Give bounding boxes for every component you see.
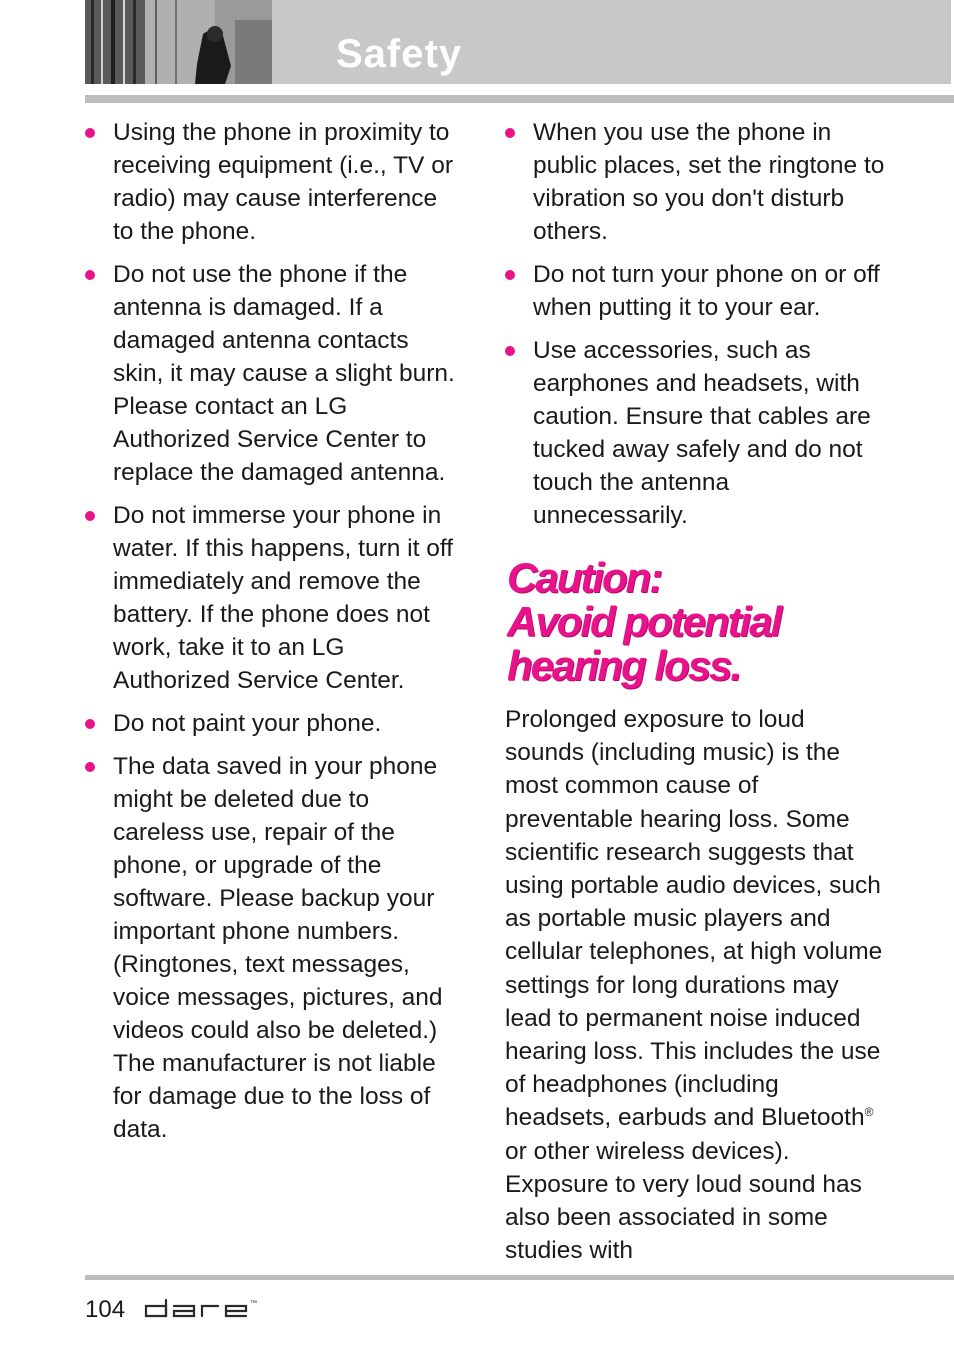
svg-text:™: ™: [250, 1300, 257, 1307]
bullet-icon: [85, 128, 95, 138]
list-item-text: Do not turn your phone on or off when putting it to your ear.: [533, 261, 880, 321]
bullet-icon: [85, 511, 95, 521]
bullet-icon: [85, 270, 95, 280]
registered-mark: ®: [864, 1105, 874, 1120]
hearing-loss-paragraph: [505, 703, 885, 1267]
footer-divider: [85, 1275, 954, 1280]
list-item: [85, 258, 455, 489]
dare-logo-graphic: [142, 1296, 260, 1322]
list-item: [85, 707, 455, 740]
list-item-text: Do not paint your phone.: [113, 710, 382, 737]
list-item: [505, 116, 885, 248]
bullet-icon: [505, 128, 515, 138]
list-item-text: The data saved in your phone might be deleted due to careless use, repair of the phone, or upgrade of the software. Please backup your important phone numbers. (Ringtones, text messages, voice messages, pictures, and videos could also be deleted.) The manufacturer is not liable for damage due to the loss of data.: [113, 753, 443, 1143]
paragraph-text-1: Prolonged exposure to loud sounds (including music) is the most common cause of preventable hearing loss. Some scientific research suggests that using portable audio devices, such as portable music players and cellular telephones, at high volume settings for long durations may lead to permanent noise induced hearing loss. This includes the use of headphones (including headsets, earbuds and Bluetooth: [505, 706, 883, 1132]
page-number: 104: [85, 1296, 126, 1323]
list-item: [85, 499, 455, 697]
header-photo-graphic: [85, 0, 272, 84]
list-item-text: Using the phone in proximity to receiving equipment (i.e., TV or radio) may cause interference to the phone.: [113, 119, 453, 245]
paragraph-text-2: or other wireless devices). Exposure to very loud sound has also been associated in some studies with: [505, 1137, 862, 1265]
right-bullet-list: [505, 116, 885, 532]
left-column: [85, 116, 455, 1156]
bullet-icon: [85, 762, 95, 772]
list-item: [505, 334, 885, 532]
list-item: [85, 750, 455, 1146]
bullet-icon: [85, 719, 95, 729]
caution-heading: [507, 556, 907, 688]
left-bullet-list: [85, 116, 455, 1146]
list-item-text: Use accessories, such as earphones and headsets, with caution. Ensure that cables are tucked away safely and do not touch the antenna unnecessarily.: [533, 337, 871, 529]
list-item-text: When you use the phone in public places, set the ringtone to vibration so you don't disturb others.: [533, 119, 885, 245]
header-photo: [85, 0, 272, 84]
list-item-text: Do not use the phone if the antenna is damaged. If a damaged antenna contacts skin, it may cause a slight burn. Please contact an LG Authorized Service Center to replace the damaged antenna.: [113, 261, 455, 486]
page-title: Safety: [336, 32, 463, 76]
bullet-icon: [505, 270, 515, 280]
bullet-icon: [505, 346, 515, 356]
caution-line-3: hearing loss.: [507, 642, 741, 689]
caution-line-2: Avoid potential: [507, 598, 781, 645]
header-divider: [85, 95, 954, 103]
list-item: [505, 258, 885, 324]
dare-logo: [142, 1296, 260, 1327]
right-column: [505, 116, 885, 542]
list-item: [85, 116, 455, 248]
list-item-text: Do not immerse your phone in water. If this happens, turn it off immediately and remove the battery. If the phone does not work, take it to an LG Authorized Service Center.: [113, 502, 454, 694]
caution-line-1: Caution:: [507, 554, 662, 601]
